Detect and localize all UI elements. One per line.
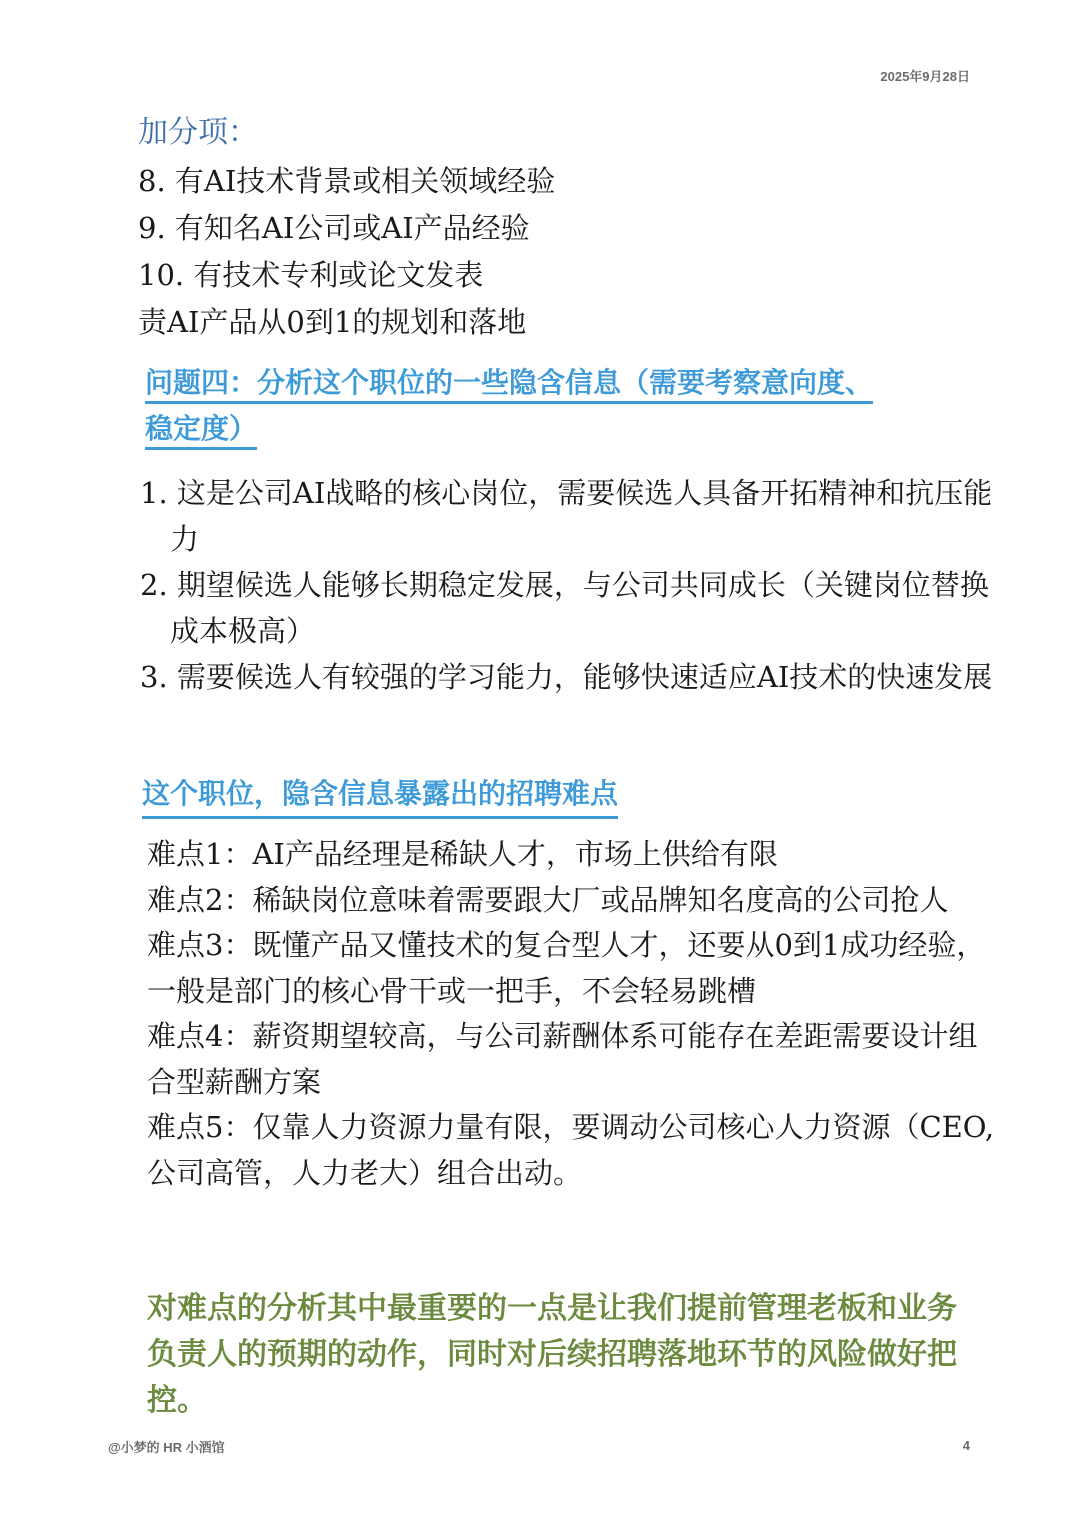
question4-heading-line1: 问题四：分析这个职位的一些隐含信息（需要考察意向度、 <box>145 366 873 404</box>
page-date: 2025年9月28日 <box>880 69 970 84</box>
bonus-item: 责AI产品从0到1的规划和落地 <box>138 305 527 339</box>
page-number: 4 <box>962 1438 970 1453</box>
difficulty-item: 难点2：稀缺岗位意味着需要跟大厂或品牌知名度高的公司抢人 <box>147 882 949 917</box>
question4-item: 1. 这是公司AI战略的核心岗位，需要候选人具备开拓精神和抗压能力 <box>140 476 993 556</box>
bonus-list <box>138 158 555 346</box>
difficulties-list <box>147 832 997 1196</box>
difficulty-item: 难点1：AI产品经理是稀缺人才，市场上供给有限 <box>147 837 778 871</box>
bonus-item: 9. 有知名AI公司或AI产品经验 <box>138 211 530 245</box>
bonus-heading: 加分项： <box>138 115 258 150</box>
question4-list <box>140 470 1000 700</box>
difficulty-item: 难点4：薪资期望较高，与公司薪酬体系可能存在差距需要设计组合型薪酬方案 <box>147 1019 978 1099</box>
bonus-item: 10. 有技术专利或论文发表 <box>138 258 484 292</box>
question4-heading <box>145 360 990 452</box>
question4-item: 2. 期望候选人能够长期稳定发展，与公司共同成长（关键岗位替换成本极高） <box>140 568 989 648</box>
conclusion-text: 对难点的分析其中最重要的一点是让我们提前管理老板和业务负责人的预期的动作，同时对后续招聘落地环节的风险做好把控。 <box>147 1291 957 1418</box>
footer-author: @小梦的 HR 小酒馆 <box>108 1440 225 1455</box>
difficulty-item: 难点5：仅靠人力资源力量有限，要调动公司核心人力资源（CEO,公司高管，人力老大）组合出动。 <box>147 1110 995 1190</box>
bonus-item: 8. 有AI技术背景或相关领域经验 <box>138 164 556 198</box>
difficulties-heading: 这个职位，隐含信息暴露出的招聘难点 <box>142 772 618 819</box>
question4-item: 3. 需要候选人有较强的学习能力，能够快速适应AI技术的快速发展 <box>140 660 993 694</box>
question4-heading-line2: 稳定度） <box>145 412 257 450</box>
difficulty-item: 难点3：既懂产品又懂技术的复合型人才，还要从0到1成功经验，一般是部门的核心骨干或一把手，不会轻易跳槽 <box>147 928 986 1008</box>
